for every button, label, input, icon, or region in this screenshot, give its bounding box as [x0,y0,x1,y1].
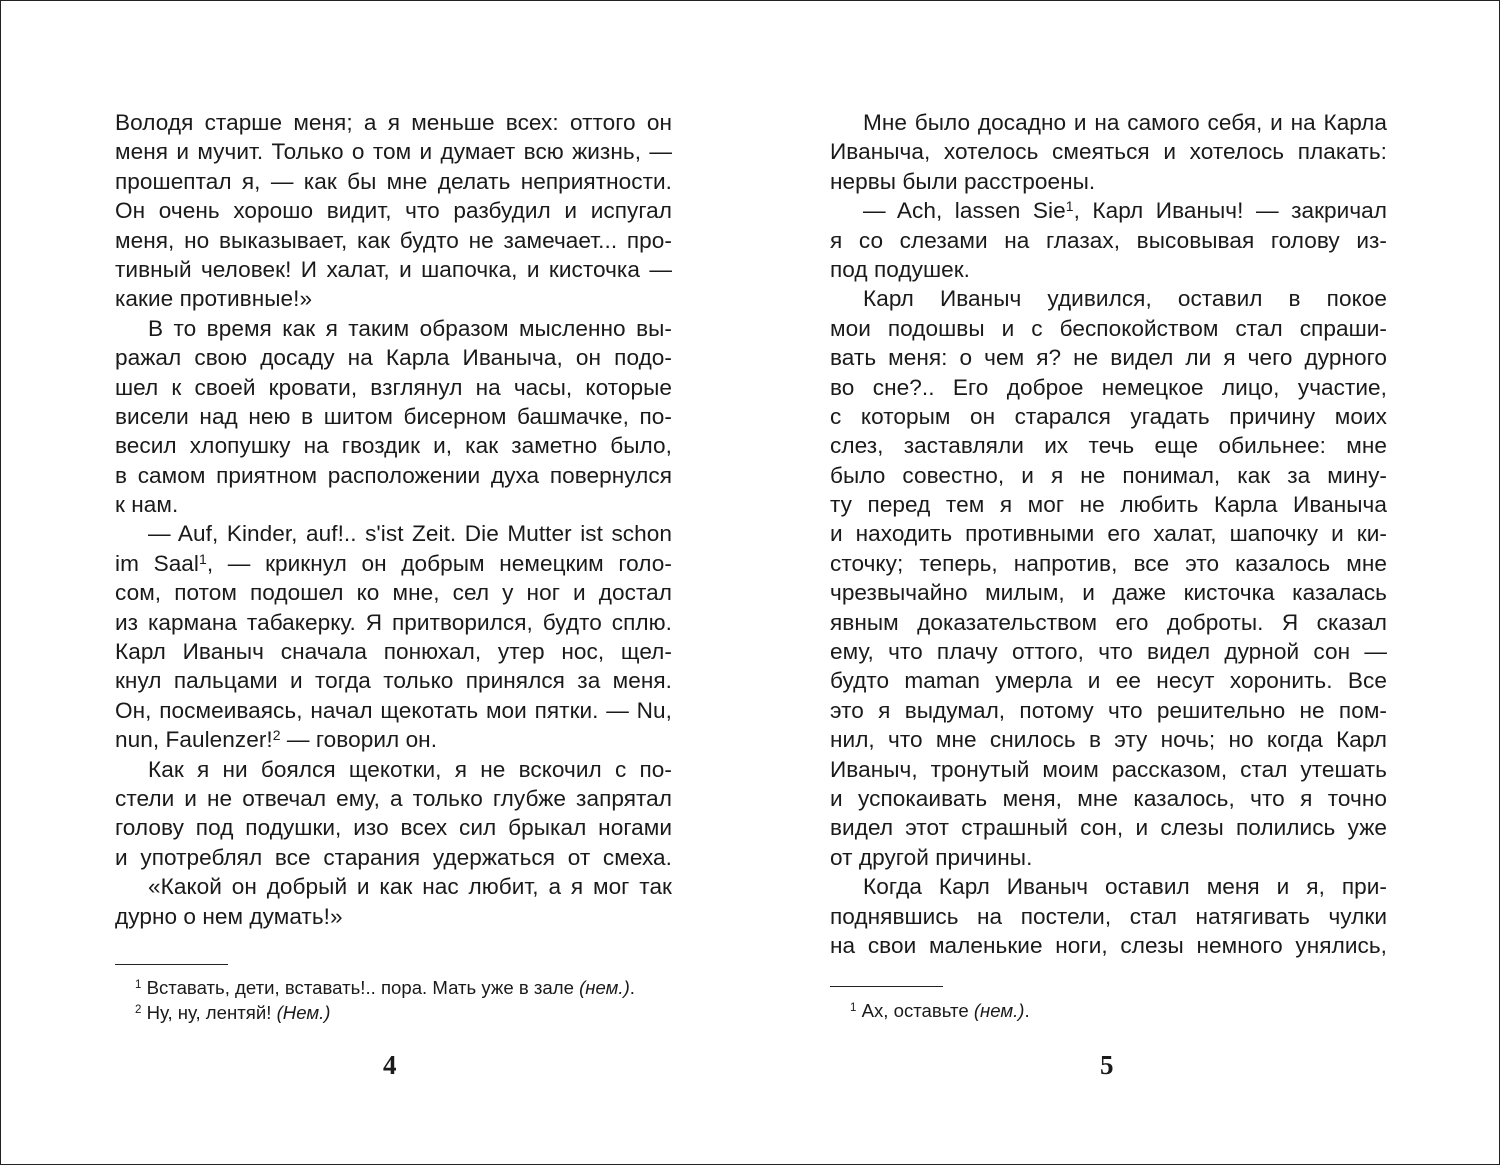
footnotes [850,998,1030,1023]
text-line: стели и не отвечал ему, а только глубже запрятал [115,785,672,811]
page-number: 5 [1100,1050,1114,1080]
footnote-text: Ах, оставьте [861,1000,969,1021]
footnote-text: Ну, ну, лентяй! [146,1002,272,1023]
left-page [115,108,672,1023]
text-line: Иваныча, хотелось смеяться и хотелось плакать: [830,139,1387,165]
footnote-end: . [629,977,635,998]
right-page [830,108,1388,1021]
text-line: шел к своей кровати, взглянул на часы, которые [115,374,672,400]
footnote-separator [115,964,228,965]
footnote [850,998,1030,1023]
text-line: В то время как я таким образом мысленно вы- [148,315,672,341]
text-line: под подушек. [830,256,971,282]
text-line: на свои маленькие ноги, слезы немного унялись, [830,932,1387,958]
footnote-ref: 2 [272,727,281,744]
text-line: мои подошвы и с беспокойством стал спраши- [830,315,1387,341]
footnote-separator [830,986,943,987]
footnote-lang: (нем.) [579,977,630,998]
text-line: кнул пальцами и тогда только принялся за меня. [115,668,672,694]
text-line: от другой причины. [830,844,1033,870]
text-line: это я выдумал, потому что решительно не пом- [830,697,1387,723]
line-part: — говорил он. [280,727,438,753]
text-line: во сне?.. Его доброе немецкое лицо, участие, [830,374,1387,400]
text-line: меня и мучит. Только о том и думает всю жизнь, — [115,139,672,165]
text-line: ражал свою досаду на Карла Иваныча, он подо- [115,345,672,371]
text-line: тивный человек! И халат, и шапочка, и кисточка — [115,256,672,282]
text-line: какие противные!» [115,286,313,312]
left-page-body [115,108,672,931]
text-line [115,725,672,754]
text-line: голову под подушки, изо всех сил брыкал ногами [115,815,672,841]
footnote [135,1000,635,1025]
text-line: Карл Иваныч удивился, оставил в покое [863,286,1387,312]
text-line: в самом приятном расположении духа повернулся [115,462,672,488]
text-line: и находить противными его халат, шапочку и ки- [830,521,1387,547]
footnote-end: . [1024,1000,1030,1021]
text-line: сточку; теперь, напротив, все это казалось мне [830,550,1387,576]
page-number: 4 [383,1050,397,1080]
text-line: из кармана табакерку. Я притворился, будто сплю. [115,609,672,635]
text-line: к нам. [115,492,179,518]
text-line: дурно о нем думать!» [115,903,343,929]
text-line: Он, посмеиваясь, начал щекотать мои пятки. — Nu, [115,697,672,723]
text-line: и употреблял все старания удержаться от смеха. [115,844,672,870]
line-part: nun, Faulenzer! [115,727,273,753]
text-line: — Auf, Kinder, auf!.. s'ist Zeit. Die Mutter ist schon [148,521,672,547]
text-line: Иваныч, тронутый моим рассказом, стал утешать [830,756,1387,782]
text-line: слез, заставляли их течь еще обильнее: мне [830,433,1387,459]
text-line: и успокаивать меня, мне казалось, что я точно [830,785,1387,811]
footnote [135,975,635,1000]
text-line: Когда Карл Иваныч оставил меня и я, при- [863,874,1387,900]
footnote-ref: 1 [199,550,207,567]
text-line: явным доказательством его доброты. Я сказал [830,609,1387,635]
text-line: вать меня: о чем я? не видел ли я чего дурного [830,345,1387,371]
text-line: я со слезами на глазах, высовывая голову из- [830,227,1387,253]
text-line: нил, что мне снилось в эту ночь; но когда Карл [830,727,1387,753]
text-line: видел этот страшный сон, и слезы полились уже [830,815,1387,841]
text-line [830,196,1387,225]
footnote-ref: 1 [1065,198,1074,215]
text-line: сом, потом подошел ко мне, сел у ног и достал [115,580,672,606]
text-line: меня, но выказывает, как будто не замечает... про- [115,227,672,253]
text-line: чрезвычайно милым, и даже кисточка казалась [830,580,1387,606]
text-line: ему, что плачу оттого, что видел дурной сон — [830,639,1387,665]
line-part: , Карл Иваныч! — закричал [1073,198,1388,224]
footnote-text: Вставать, дети, вставать!.. пора. Мать уже в зале [146,977,574,998]
footnote-lang: (нем.) [973,1000,1025,1021]
text-line: ту перед тем я мог не любить Карла Иваныча [830,492,1387,518]
line-part: — Ach, lassen Sie [863,198,1066,224]
text-line: будто maman умерла и ее несут хоронить. Все [830,668,1387,694]
text-line: поднявшись на постели, стал натягивать чулки [830,903,1387,929]
text-line: Володя старше меня; а я меньше всех: оттого он [115,110,672,135]
text-line: Как я ни боялся щекотки, я не вскочил с по- [148,756,672,782]
line-part: im Saal [115,550,199,576]
footnote-mark: 1 [135,979,142,992]
text-line: Мне было досадно и на самого себя, и на Карла [863,110,1387,135]
text-line: Он очень хорошо видит, что разбудил и испугал [115,198,672,224]
text-line: с которым он старался угадать причину моих [830,403,1387,429]
footnotes [135,975,635,1025]
text-line: висели над нею в шитом бисерном башмачке, по- [115,403,672,429]
text-line: «Какой он добрый и как нас любит, а я мог так [148,874,672,900]
footnote-mark: 2 [135,1004,142,1017]
text-line: было совестно, и я не понимал, как за мину- [830,462,1387,488]
footnote-mark: 1 [850,1002,857,1015]
text-line: весил хлопушку на гвоздик и, как заметно было, [115,433,672,459]
text-line: нервы были расстроены. [830,168,1096,194]
text-line: прошептал я, — как бы мне делать неприятности. [115,168,672,194]
text-line: Карл Иваныч сначала понюхал, утер нос, щел- [115,639,672,665]
right-page-body [830,108,1387,960]
text-line [115,549,672,578]
footnote-lang: (Нем.) [276,1002,331,1023]
line-part: , — крикнул он добрым немецким голо- [206,550,672,576]
